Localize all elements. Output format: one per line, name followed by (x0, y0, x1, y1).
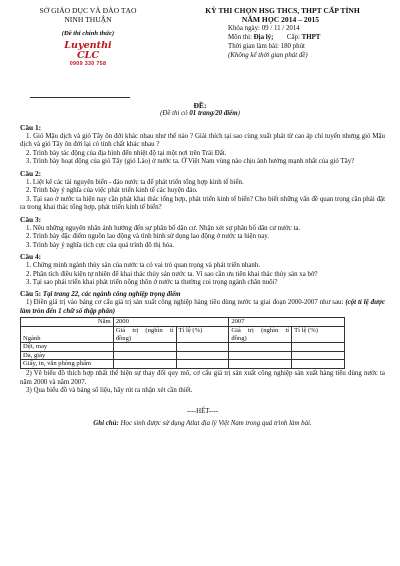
cell-empty[interactable] (176, 351, 229, 360)
ratio-2007-header: Tỉ lệ (%) (292, 327, 345, 343)
question-5-part-1-text: 1) Điền giá trị vào bảng cơ cấu giá trị sản xuất công nghiệp hàng tiêu dùng nước ta giai đoạn 2000-2007 như sau: (26, 299, 346, 307)
level-value: THPT (301, 34, 321, 41)
de-note (0, 110, 400, 117)
de-note-pre: (Đề thi có (160, 110, 190, 117)
ratio-2000-header: Tỉ lệ (%) (176, 327, 229, 343)
exam-title: KỲ THI CHỌN HSG THCS, THPT CẤP TỈNH (205, 6, 360, 15)
cell-empty[interactable] (229, 343, 292, 352)
watermark-logo (55, 41, 121, 67)
table-row (21, 351, 345, 360)
data-table (20, 317, 345, 369)
de-note-post: ) (237, 110, 240, 117)
question-5-part-1 (20, 299, 385, 316)
footer-note-text: Học sinh được sử dụng Atlat địa lý Việt Nam trong quá trình làm bài. (120, 420, 312, 428)
table-header-row-years (21, 318, 345, 327)
question-1-part-2: 2. Trình bày tác động của địa hình đến nhiệt độ tại một nơi trên Trái Đất. (26, 149, 227, 157)
question-4-part-1: 1. Chứng minh ngành thủy sản của nước ta có vai trò quan trọng và phát triển nhanh. (26, 261, 261, 269)
value-2000-header: Giá trị (nghìn tỉ đồng) (113, 327, 176, 343)
question-1-title: Câu 1: (20, 123, 42, 132)
exam-date-label: Khóa ngày: (228, 25, 260, 32)
exam-date-row (170, 24, 395, 33)
issuer-line-1: SỞ GIÁO DỤC VÀ ĐÀO TẠO (39, 6, 137, 15)
footer-note-label: Ghi chú: (93, 420, 119, 428)
question-4-title: Câu 4: (20, 252, 42, 262)
end-marker: ----HẾT---- (186, 407, 219, 415)
subject-value: Địa lý; (253, 34, 274, 41)
logo-text: Luyenthi CLC (64, 40, 112, 61)
subject-label: Môn thi: (228, 34, 252, 41)
row-label-paper: Giấy, in, văn phòng phẩm (21, 360, 114, 369)
question-2-part-2: 2. Trình bày ý nghĩa của việc phát triển kinh tế các huyện đảo. (26, 187, 198, 195)
exam-body (20, 121, 385, 429)
year-2007-cell: 2007 (229, 318, 345, 327)
cell-empty[interactable] (292, 343, 345, 352)
exam-date-value: 09 / 11 / 2014 (261, 25, 300, 32)
question-3-part-1: 1. Nêu những nguyên nhân ảnh hưởng đến sự phân bố dân cư. Nhận xét sự phân bố dân cư nước ta. (26, 224, 301, 232)
row-label-leather: Da, giày (21, 351, 114, 360)
question-5-part-2: 2) Vẽ biểu đồ thích hợp nhất thể hiện sự thay đổi quy mô, cơ cấu giá trị sản xuất công nghiệp sản xuất hàng tiêu dùng nước ta năm 2000 và năm 2007. (20, 370, 385, 386)
question-4-part-2: 2. Phân tích điều kiện tự nhiên để khai thác thủy sản nước ta. Vì sao cần ưu tiên khai thác thủy sản xa bờ? (26, 270, 318, 278)
cell-empty[interactable] (176, 343, 229, 352)
issuer-line-2: NINH THUẬN (64, 15, 112, 24)
exam-year: NĂM HỌC 2014 – 2015 (241, 15, 320, 24)
question-5-heading (20, 290, 385, 300)
row-label-textile: Dệt, may (21, 343, 114, 352)
cell-empty[interactable] (113, 360, 176, 369)
question-3-part-3: 3. Trình bày ý nghĩa tích cực của quá trình đô thị hóa. (26, 241, 175, 249)
exam-time: Thời gian làm bài: 180 phút (228, 43, 305, 50)
sector-header-cell: Ngành (21, 327, 114, 343)
level-label: Cấp: (286, 34, 300, 41)
question-1-part-1: 1. Gió Mậu dịch và gió Tây ôn đới khác nhau như thế nào ? Giải thích tại sao cùng xuất phát từ cao áp chí tuyến nhưng gió Mậu dịch và gió Tây ôn đới lại có tính chất khác nhau ? (20, 132, 385, 149)
question-2-part-3: 3. Tại sao ở nước ta hiện nay cần phát khai thác tổng hợp, phát triển kinh tế biển? Cho biết những vấn đề quan trọng cần phải đặt ra trong khai thác tổng hợp, phát triển kinh tế biển? (20, 195, 385, 212)
exam-subject-row (170, 33, 395, 42)
footer-note (20, 420, 385, 429)
cell-empty[interactable] (292, 351, 345, 360)
question-2-part-1: 1. Liệt kê các tài nguyên biển - đảo nước ta để phát triển tổng hợp kinh tế biển. (26, 178, 244, 186)
logo-phone: 0909 330 758 (69, 61, 107, 67)
table-row (21, 360, 345, 369)
question-1-part-3: 3. Trình bày hoạt động của gió Tây (gió Lào) ở nước ta. Ở Việt Nam vùng nào chịu ảnh hưởng mạnh nhất của gió Tây? (26, 158, 355, 166)
cell-empty[interactable] (292, 360, 345, 369)
question-5-title: Câu 5: (20, 288, 42, 298)
year-2000-cell: 2000 (113, 318, 229, 327)
exam-time-note: (Không kể thời gian phát đề) (228, 52, 308, 59)
question-5-part-3: 3) Qua biểu đồ và bảng số liệu, hãy rút ra nhận xét cần thiết. (26, 387, 193, 395)
question-5-part-1-note: (cột tỉ lệ được làm tròn đến 1 chữ số thập phân) (20, 299, 386, 315)
header-divider (30, 97, 130, 98)
cell-empty[interactable] (229, 351, 292, 360)
question-3-title: Câu 3: (20, 214, 42, 224)
question-2-title: Câu 2: (20, 168, 42, 178)
value-2007-header: Giá trị (nghìn tỉ đồng) (229, 327, 292, 343)
table-row (21, 343, 345, 352)
question-3-part-2: 2. Trình bày đặc điểm nguồn lao động và tình hình sử dụng lao động ở nước ta hiện nay. (26, 233, 270, 241)
exam-info-block (170, 6, 395, 60)
cell-empty[interactable] (113, 351, 176, 360)
cell-empty[interactable] (113, 343, 176, 352)
year-header-cell: Năm (21, 318, 114, 327)
official-label: (Đề thi chính thức) (61, 30, 115, 37)
de-title: ĐỀ: (193, 101, 207, 110)
table-header-row-cols (21, 327, 345, 343)
cell-empty[interactable] (229, 360, 292, 369)
question-5-intro: Tại trang 22, các ngành công nghiệp trọng điểm (42, 290, 181, 298)
question-4-part-3: 3. Tại sao phải triển khai phát triển nông thôn ở nước ta thường coi trọng ngành chăn nuôi? (26, 279, 278, 287)
cell-empty[interactable] (176, 360, 229, 369)
de-note-pages: 01 trang/20 điểm (189, 110, 238, 117)
issuer-block (18, 6, 158, 67)
